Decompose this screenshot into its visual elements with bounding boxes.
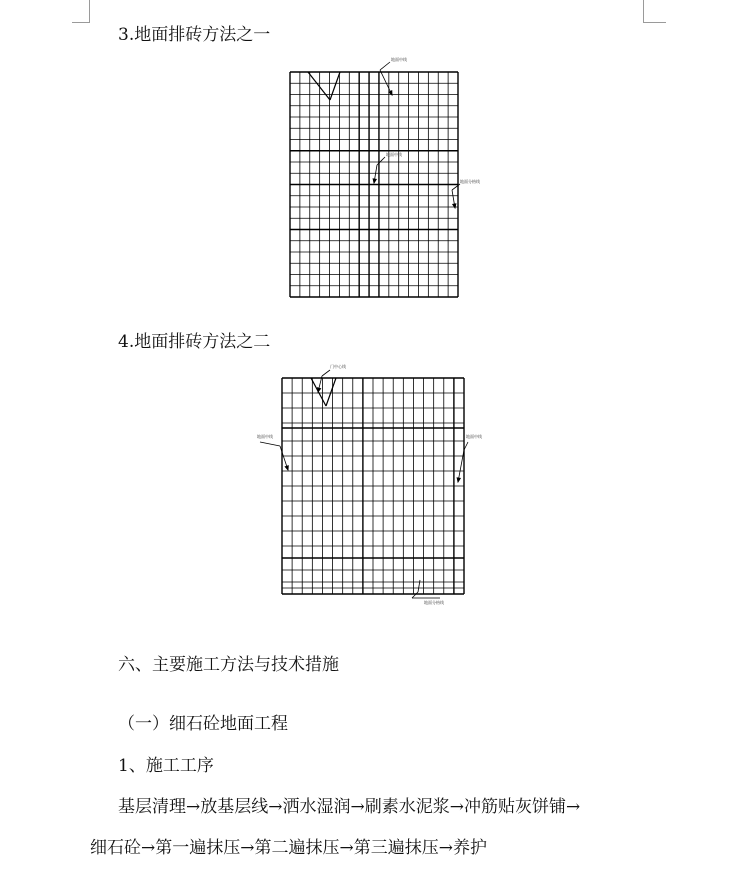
leader-line <box>380 62 390 70</box>
leader-line <box>377 157 385 165</box>
section-six-heading: 六、主要施工方法与技术措施 <box>118 655 339 675</box>
diagram2-label-center-line-left: 地面中线 <box>257 434 273 439</box>
notch-line <box>330 72 340 100</box>
diagram1-label-center-line-2: 地面中线 <box>386 152 402 157</box>
leader-arrow-icon <box>373 179 376 183</box>
diagram2-label-center-line-right: 地面中线 <box>466 434 482 439</box>
subsection-one-heading: （一）细石砼地面工程 <box>118 714 288 734</box>
heading-method-one: 3.地面排砖方法之一 <box>118 25 271 45</box>
process-line-2: 细石砼→第一遍抹压→第二遍抹压→第三遍抹压→养护 <box>90 838 487 858</box>
item-one-heading: 1、施工工序 <box>118 756 214 776</box>
diagram2-label-divide-line: 地面分格线 <box>424 600 444 605</box>
process-line-1: 基层清理→放基层线→洒水湿润→刷素水泥浆→冲筋贴灰饼铺→ <box>118 797 581 817</box>
diagram1-label-divide-line: 地面分格线 <box>460 179 480 184</box>
diagram1-label-center-line: 地面中线 <box>391 57 407 62</box>
notch-line <box>308 72 330 100</box>
diagram2-label-door-line: 门中心线 <box>330 364 346 369</box>
heading-method-two: 4.地面排砖方法之二 <box>118 332 271 352</box>
